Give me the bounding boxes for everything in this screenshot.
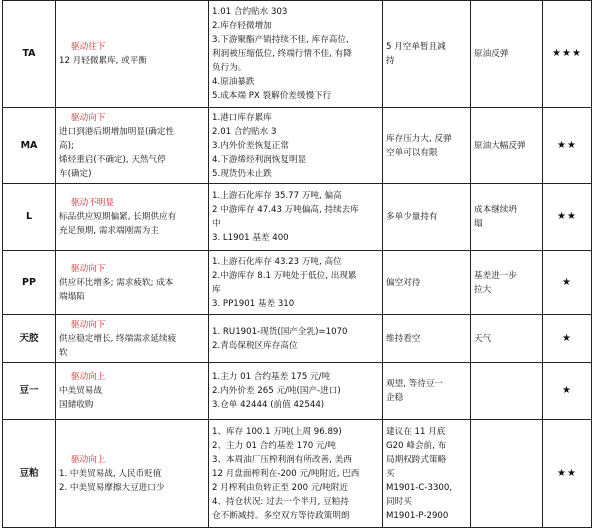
cell-line: 1.上游石化库存 35.77 万吨, 偏高 xyxy=(212,191,342,201)
view-cell xyxy=(383,184,471,251)
view-cell xyxy=(383,315,471,363)
view-cell xyxy=(383,363,471,420)
cell-line: 2、主力 01 合约基差 170 元/吨 xyxy=(212,440,336,451)
cell-line: 2. 中美贸易摩擦大豆进口少 xyxy=(59,482,165,493)
rating-stars: ★★ xyxy=(543,108,592,184)
driver-direction: 驱动向下 xyxy=(71,263,106,274)
table-row xyxy=(3,108,592,184)
cell-line: M1901-P-2900 xyxy=(386,510,449,521)
driver-direction: 驱动向下 xyxy=(71,112,106,123)
driver-direction: 驱动向下 xyxy=(71,319,106,330)
cell-line: 仓不断减持。多空双方等待政策明朗 xyxy=(212,510,350,521)
cell-line: 12 月盘面榨利在-200 元/吨附近, 巴西 xyxy=(212,468,360,479)
table-row xyxy=(3,315,592,363)
cell-line: 拉大 xyxy=(474,284,492,295)
commodity-name: 豆粕 xyxy=(3,420,56,528)
risk-cell xyxy=(471,363,543,420)
cell-line: 多单少量持有 xyxy=(386,212,438,222)
cell-line: 标品供应短期偏紧, 长期供应有 xyxy=(59,212,177,222)
risk-cell xyxy=(471,108,543,184)
facts-cell xyxy=(209,315,383,363)
cell-line: 国储收购 xyxy=(59,400,94,410)
cell-line: 3、本周油厂压榨利润有所改善, 美西 xyxy=(212,454,352,465)
cell-line: 塌 xyxy=(474,219,483,229)
table-row xyxy=(3,184,592,251)
cell-line: 买 xyxy=(386,468,395,479)
driver-direction: 驱动往下 xyxy=(71,42,106,52)
cell-line: 3.仓单 42444 (前值 42544) xyxy=(212,400,325,410)
facts-cell xyxy=(209,184,383,251)
cell-line: 建议在 11 月底 xyxy=(386,426,446,437)
facts-cell xyxy=(209,420,383,528)
commodity-name: TA xyxy=(3,1,56,108)
view-cell xyxy=(383,420,471,528)
cell-line: 2.内外价差 265 元/吨(国产-进口) xyxy=(212,386,341,396)
driver-cell xyxy=(56,315,209,363)
cell-line: 观望, 等待豆一 xyxy=(386,379,444,389)
cell-line: 1. 中美贸易战, 人民币贬值 xyxy=(59,468,162,479)
cell-line: 利润被压缩低位, 终端行情不佳, 有降 xyxy=(212,49,352,59)
driver-cell xyxy=(56,108,209,184)
cell-line: 原油大幅反弹 xyxy=(474,140,526,151)
cell-line: 同时买 xyxy=(386,496,412,507)
view-cell xyxy=(383,251,471,315)
driver-direction: 驱动向上 xyxy=(71,372,106,382)
cell-line: 烯烃重启(不确定), 天然气停 xyxy=(59,154,166,165)
cell-line: 5 月空单暂且减 xyxy=(386,42,446,52)
cell-line: 车(确定) xyxy=(59,168,92,179)
cell-line: 3. L1901 基差 400 xyxy=(212,233,289,243)
cell-line: 2 中游库存 47.43 万吨偏高, 持续去库 xyxy=(212,205,359,215)
cell-line: 局期权跨式策略 xyxy=(386,454,447,465)
cell-line: 5.现货仍未止跌 xyxy=(212,168,272,179)
table-row xyxy=(3,420,592,528)
driver-cell xyxy=(56,420,209,528)
facts-cell xyxy=(209,1,383,108)
commodity-name: PP xyxy=(3,251,56,315)
cell-line: 天气 xyxy=(474,333,492,344)
cell-line: M1901-C-3300, xyxy=(386,482,453,493)
driver-cell xyxy=(56,184,209,251)
cell-line: G20 峰会前, 布 xyxy=(386,440,447,451)
cell-line: 库 xyxy=(212,284,221,295)
cell-line: 端塌陷 xyxy=(59,291,85,302)
cell-line: 1.主力 01 合约基差 175 元/吨 xyxy=(212,372,331,382)
cell-line: 供应环比增多; 需求疲软; 成本 xyxy=(59,277,174,288)
view-cell xyxy=(383,1,471,108)
cell-line: 进口到港后期增加明显(确定性 xyxy=(59,126,175,137)
driver-cell xyxy=(56,363,209,420)
driver-cell xyxy=(56,251,209,315)
view-cell xyxy=(383,108,471,184)
driver-direction: 驱动不明显 xyxy=(71,198,114,208)
rating-stars: ★ xyxy=(543,251,592,315)
rating-stars: ★ xyxy=(543,315,592,363)
cell-line: 高); xyxy=(59,140,74,151)
cell-line: 库存压力大, 反弹 xyxy=(386,133,452,144)
cell-line: 2 月榨利由负转正至 200 元/吨附近 xyxy=(212,482,349,493)
cell-line: 4.原油暴跌 xyxy=(212,77,255,87)
cell-line: 3.内外价差恢复正常 xyxy=(212,140,289,151)
cell-line: 4、持仓状况: 过去一个半月, 豆粕持 xyxy=(212,496,349,507)
risk-cell xyxy=(471,420,543,528)
cell-line: 持 xyxy=(386,56,395,66)
facts-cell xyxy=(209,108,383,184)
cell-line: 负行为。 xyxy=(212,63,247,73)
commodity-name: 豆一 xyxy=(3,363,56,420)
cell-line: 4.下游烯烃利润恢复明显 xyxy=(212,154,307,165)
cell-line: 2.库存轻微增加 xyxy=(212,21,272,31)
cell-line: 企稳 xyxy=(386,393,404,403)
rating-stars: ★★ xyxy=(543,420,592,528)
cell-line: 维持看空 xyxy=(386,333,421,344)
cell-line: 1.01 合约贴水 303 xyxy=(212,7,288,17)
cell-line: 3. PP1901 基差 310 xyxy=(212,298,295,309)
cell-line: 成本继续坍 xyxy=(474,205,517,215)
rating-stars: ★★★ xyxy=(543,1,592,108)
cell-line: 1、库存 100.1 万吨(上周 96.89) xyxy=(212,426,342,437)
driver-cell xyxy=(56,1,209,108)
commodity-name: L xyxy=(3,184,56,251)
cell-line: 原油反弹 xyxy=(474,49,509,59)
table-row xyxy=(3,363,592,420)
risk-cell xyxy=(471,184,543,251)
cell-line: 偏空对待 xyxy=(386,277,421,288)
cell-line: 5.成本端 PX 裂解价差缓慢下行 xyxy=(212,91,332,101)
risk-cell xyxy=(471,315,543,363)
cell-line: 基差进一步 xyxy=(474,270,517,281)
facts-cell xyxy=(209,363,383,420)
commodity-table xyxy=(2,0,592,528)
cell-line: 3.下游聚酯产销持续不佳, 库存高位, xyxy=(212,35,349,45)
cell-line: 2.01 合约贴水 3 xyxy=(212,126,277,137)
cell-line: 1.港口库存累库 xyxy=(212,112,272,123)
cell-line: 1.上游石化库存 43.23 万吨, 高位 xyxy=(212,256,342,267)
cell-line: 充足预期, 需求端刚需为主 xyxy=(59,226,159,236)
cell-line: 空单可以有限 xyxy=(386,147,438,158)
risk-cell xyxy=(471,1,543,108)
cell-line: 2.中游库存 8.1 万吨处于低位, 出现累 xyxy=(212,270,357,281)
facts-cell xyxy=(209,251,383,315)
cell-line: 供应稳定增长, 终端需求延续疲 xyxy=(59,333,177,344)
rating-stars: ★ xyxy=(543,363,592,420)
table-row xyxy=(3,1,592,108)
table-row xyxy=(3,251,592,315)
cell-line: 12 月轻微累库, 或平衡 xyxy=(59,56,147,66)
cell-line: 2.青岛保税区库存高位 xyxy=(212,340,298,351)
commodity-name: 天胶 xyxy=(3,315,56,363)
driver-direction: 驱动向上 xyxy=(71,454,106,465)
cell-line: 软 xyxy=(59,347,68,358)
cell-line: 中美贸易战 xyxy=(59,386,102,396)
rating-stars: ★★ xyxy=(543,184,592,251)
cell-line: 中 xyxy=(212,219,221,229)
risk-cell xyxy=(471,251,543,315)
commodity-name: MA xyxy=(3,108,56,184)
cell-line: 1. RU1901-现货(国产全乳)=1070 xyxy=(212,326,348,337)
